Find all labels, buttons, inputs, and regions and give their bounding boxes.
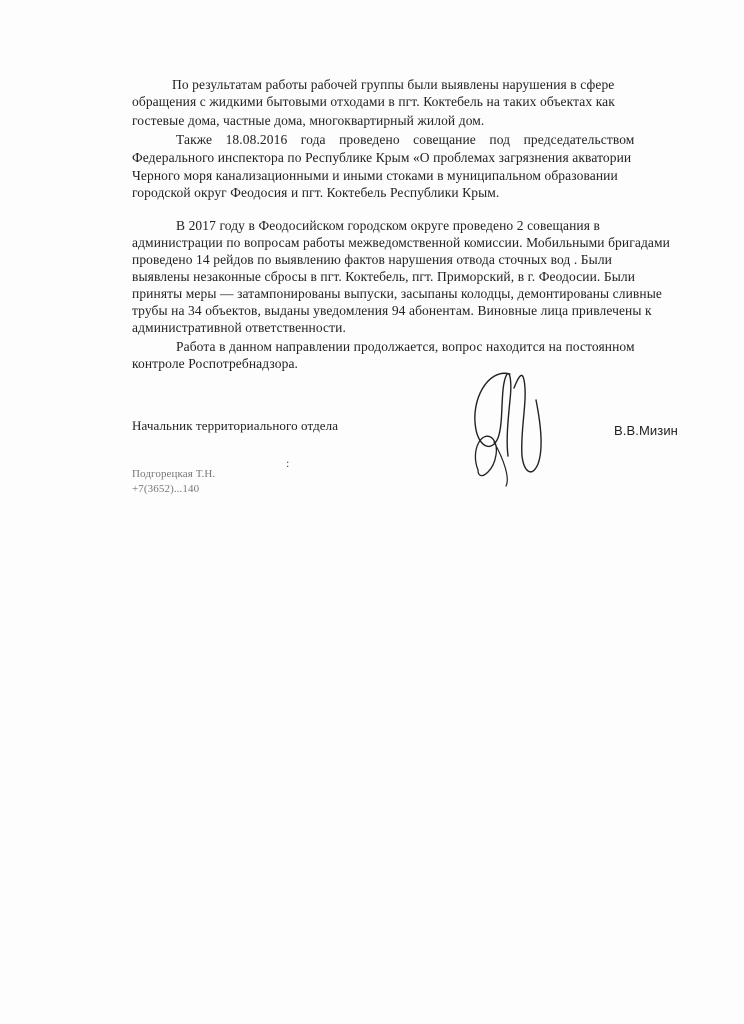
paragraph-3-line-6: трубы на 34 объектов, выданы уведомления 94 абонентам. Виновные лица привлечены к [132,303,652,318]
paragraph-1-line-3: гостевые дома, частные дома, многоквартирный жилой дом. [132,113,485,128]
paragraph-4-line-2: контроле Роспотребнадзора. [132,356,299,371]
executor-name: Подгорецкая Т.Н. [132,468,216,480]
signer-name: В.В.Мизин [614,423,678,438]
paragraph-2-line-1: Также 18.08.2016 года проведено совещание под председательством [176,132,635,147]
paragraph-1-line-1: По результатам работы рабочей группы были выявлены нарушения в сфере [172,77,615,92]
paragraph-4-line-1: Работа в данном направлении продолжается, вопрос находится на постоянном [176,339,635,354]
paragraph-2-line-3: Черного моря канализационными и иными стоками в муниципальном образовании [132,168,618,183]
position-title: Начальник территориального отдела [132,418,339,433]
executor-phone: +7(3652)...140 [132,483,200,495]
paragraph-3-line-7: административной ответственности. [132,320,346,335]
paragraph-2-line-2: Федерального инспектора по Республике Крым «О проблемах загрязнения акватории [132,150,632,165]
paragraph-2-line-4: городской округ Феодосия и пгт. Коктебель Республики Крым. [132,185,500,200]
paragraph-3-line-1: В 2017 году в Феодосийском городском округе проведено 2 совещания в [176,218,601,233]
paragraph-3-line-2: администрации по вопросам работы межведомственной комиссии. Мобильными бригадами [132,235,670,250]
handwritten-signature [448,360,558,490]
paragraph-3-line-3: проведено 14 рейдов по выявлению фактов нарушения отвода сточных вод . Были [132,252,612,267]
paragraph-3-line-5: приняты меры — затампонированы выпуски, засыпаны колодцы, демонтированы сливные [132,286,662,301]
scan-speck: : [286,456,290,470]
paragraph-3-line-4: выявлены незаконные сбросы в пгт. Коктебель, пгт. Приморский, в г. Феодосии. Были [132,269,636,284]
paragraph-1-line-2: обращения с жидкими бытовыми отходами в пгт. Коктебель на таких объектах как [132,94,615,109]
